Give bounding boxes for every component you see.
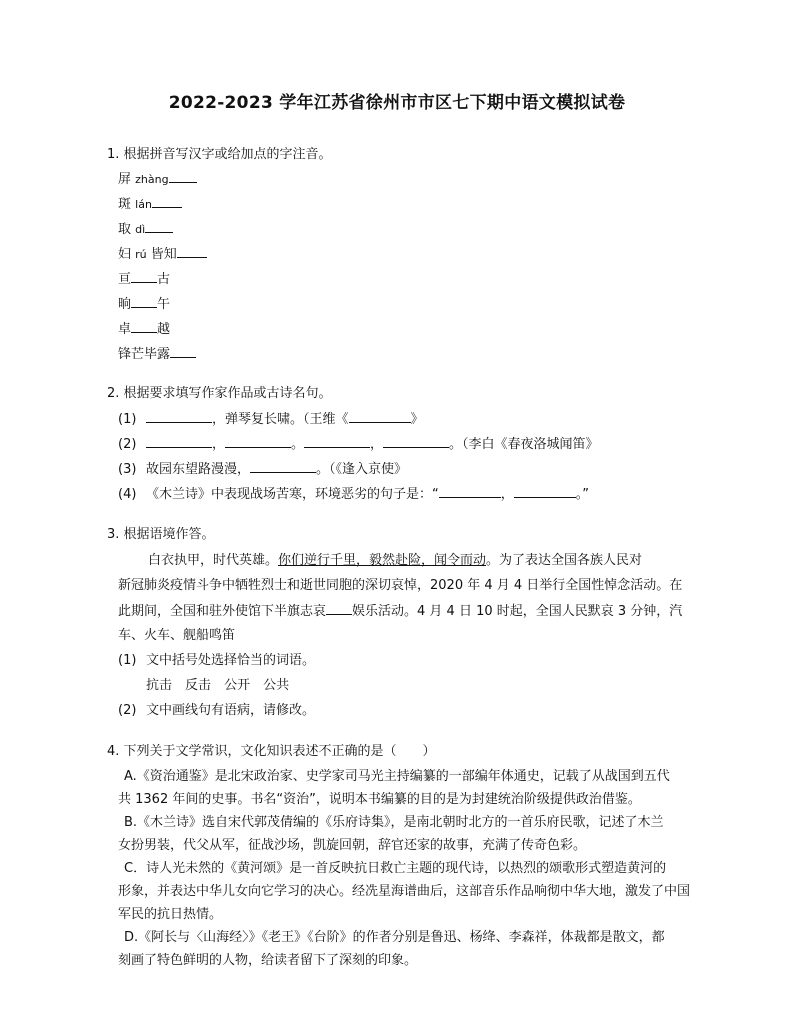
q4-option-a-line-2: 共 1362 年间的史事。书名“资治”，说明本书编纂的目的是为封建统治阶级提供政治借鉴。 [118,792,641,807]
q1-item-7-blank[interactable] [131,320,157,333]
q1-item-4-pre: 妇 [118,247,136,262]
page-title: 2022-2023 学年江苏省徐州市市区七下期中语文模拟试卷 [168,93,626,113]
q2-item-1-blank-2[interactable] [349,410,411,423]
q2-item-2-blank-2[interactable] [225,435,291,448]
q2-item-1-tail: 》 [410,412,424,427]
q4-option-c-line-3: 军民的抗日热情。 [118,907,223,922]
q3-options [146,677,289,695]
q4-option-c-line-2: 形象，并表达中华儿女向它学习的决心。经冼星海谱曲后，这部音乐作品响彻中华大地，激发了中国 [118,884,691,899]
q3-sub-2-num: (2) [118,703,137,718]
q1-item-6-post: 午 [157,297,171,312]
q1-item-5 [118,270,170,289]
q3-option-2[interactable]: 反击 [185,678,212,693]
q1-item-5-blank[interactable] [131,270,157,283]
q2-item-3-blank[interactable] [250,460,316,473]
q2-item-4-mid: ， [500,487,514,502]
q4-option-c-line-1: C．诗人光未然的《黄河颂》是一首反映抗日救亡主题的现代诗，以热烈的颂歌形式塑造黄河的 [124,861,667,876]
q2-item-2-mid: 。 [291,437,305,452]
q2-item-4-text: 《木兰诗》中表现战场苦寒，环境恶劣的句子是：“ [146,487,439,502]
q3-underlined-sentence: 你们逆行千里，毅然赴险，闻令而动 [278,553,487,568]
q3-stem: 3. 根据语境作答。 [107,527,215,542]
q2-item-3-tail: 。（《逢入京使》 [316,462,408,477]
q2-item-4-blank-2[interactable] [514,485,576,498]
q4-option-d-line-1: D.《阿长与〈山海经〉》《老王》《台阶》的作者分别是鲁迅、杨绛、李森祥，体裁都是散文，都 [124,930,665,945]
q2-item-2-blank-3[interactable] [304,435,370,448]
q2-item-3 [118,460,407,479]
q4-option-b-line-1: B.《木兰诗》选自宋代郭茂倩编的《乐府诗集》，是南北朝时北方的一首乐府民歌，记述了木兰 [124,815,664,830]
q2-item-4-num: (4) [118,487,137,502]
q2-item-3-num: (3) [118,462,137,477]
q4-option-d-line-2: 刻画了特色鲜明的人物，给读者留下了深刻的印象。 [118,953,418,968]
q1-item-2-pinyin: lán [135,198,152,211]
q3-option-3[interactable]: 公开 [224,678,251,693]
q1-item-3-blank[interactable] [145,220,173,233]
q1-item-8-pre: 锋芒毕露 [118,347,171,362]
q3-option-1[interactable]: 抗击 [146,678,173,693]
q1-item-7-pre: 卓 [118,322,132,337]
q2-item-4-blank-1[interactable] [439,485,501,498]
q3-para-1a: 白衣执甲，时代英雄。 [148,553,279,568]
q3-sub-2 [118,702,315,720]
q1-stem: 1. 根据拼音写汉字或给加点的字注音。 [107,147,332,162]
q2-item-1-num: (1) [118,412,137,427]
q2-item-2-text: ， [212,437,226,452]
q2-stem: 2. 根据要求填写作家作品或古诗名句。 [107,386,332,401]
q1-item-8-blank[interactable] [170,345,196,358]
q1-item-4-blank[interactable] [177,245,207,258]
q3-sub-2-text: 文中画线句有语病，请修改。 [146,703,316,718]
q2-item-2-mid2: ， [370,437,384,452]
q3-para-line-4: 车、火车、舰船鸣笛 [118,628,236,643]
q1-item-3-pinyin: dì [135,223,146,236]
q1-item-4-post: 皆知 [146,247,177,262]
q1-item-1-blank[interactable] [169,170,197,183]
q2-item-2 [118,435,599,454]
q1-item-2 [118,195,182,214]
q3-para-line-3 [118,602,682,621]
q2-item-2-tail: 。（李白《春夜洛城闻笛》 [449,437,599,452]
q1-item-3 [118,220,173,239]
q2-item-1-blank-1[interactable] [146,410,212,423]
q1-item-2-pre: 斑 [118,197,136,212]
q1-item-1-pre: 屏 [118,172,136,187]
q2-item-2-num: (2) [118,437,137,452]
q2-item-2-blank-4[interactable] [383,435,449,448]
q1-item-4 [118,245,207,264]
q2-item-1-text: ，弹琴复长啸。（王维《 [212,412,349,427]
q1-item-6 [118,295,170,314]
q3-para-line-2: 新冠肺炎疫情斗争中牺牲烈士和逝世同胞的深切哀悼，2020 年 4 月 4 日举行全国性悼念活动。在 [118,578,683,593]
q1-item-7 [118,320,170,339]
q3-para-3a: 此期间，全国和驻外使馆下半旗志哀 [118,604,327,619]
q3-blank[interactable] [326,602,352,615]
q4-option-b-line-2: 女扮男装，代父从军，征战沙场，凯旋回朝，辞官还家的故事，充满了传奇色彩。 [118,838,587,853]
q1-item-3-pre: 取 [118,222,136,237]
q2-item-4-tail: 。” [575,487,590,502]
q4-option-a-line-1: A.《资治通鉴》是北宋政治家、史学家司马光主持编纂的一部编年体通史，记载了从战国到五代 [124,769,670,784]
q1-item-4-pinyin: rú [135,248,147,261]
q1-item-1 [118,170,197,189]
q2-item-4 [118,485,589,504]
q1-item-7-post: 越 [157,322,171,337]
q1-item-6-pre: 晌 [118,297,132,312]
q1-item-8 [118,345,196,364]
q1-item-6-blank[interactable] [131,295,157,308]
q1-item-1-pinyin: zhàng [135,173,169,186]
q1-item-5-post: 古 [157,272,171,287]
q2-item-3-text: 故园东望路漫漫， [146,462,251,477]
q3-sub-1-text: 文中括号处选择恰当的词语。 [146,653,316,668]
q3-para-line-1 [148,552,642,570]
q3-para-1b: 。为了表达全国各族人民对 [486,553,643,568]
q4-stem: 4. 下列关于文学常识，文化知识表述不正确的是（ ） [107,744,436,759]
q3-sub-1-num: (1) [118,653,137,668]
q1-item-5-pre: 亘 [118,272,132,287]
q2-item-2-blank-1[interactable] [146,435,212,448]
q2-item-1 [118,410,424,429]
q3-option-4[interactable]: 公共 [263,678,290,693]
q3-sub-1 [118,652,315,670]
q1-item-2-blank[interactable] [152,195,182,208]
q3-para-3b: 娱乐活动。4 月 4 日 10 时起，全国人民默哀 3 分钟，汽 [352,604,683,619]
